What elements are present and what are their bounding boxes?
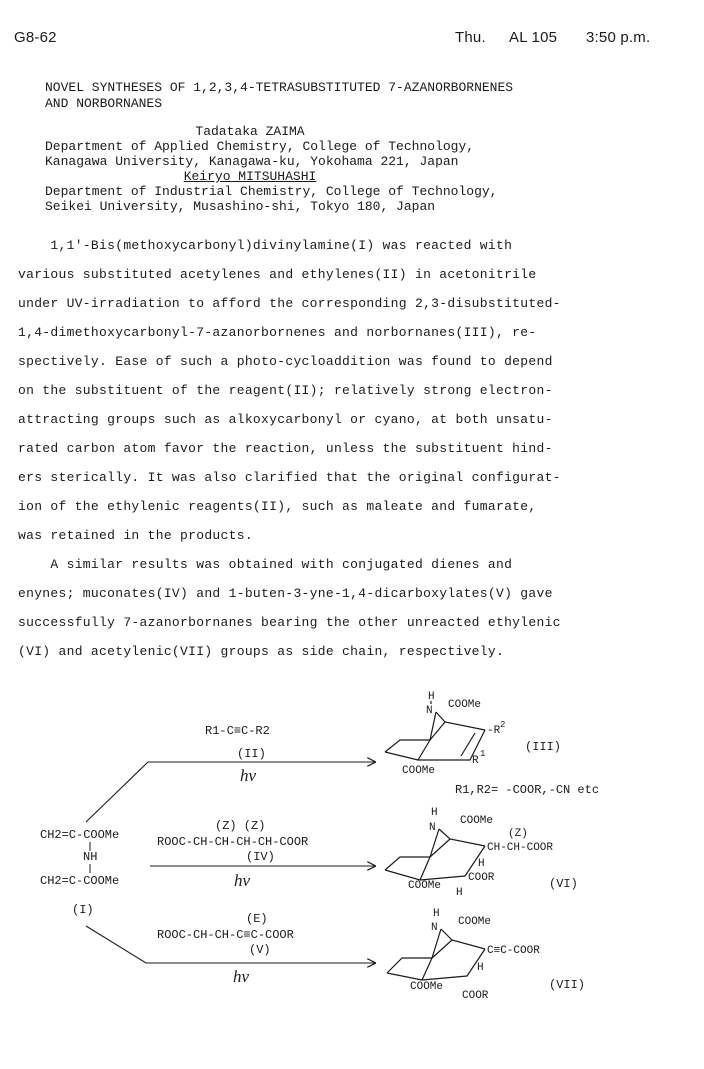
r2-label: -R xyxy=(487,725,501,737)
affiliation-1-line-2: Kanagawa University, Kanagawa-ku, Yokohama 221, Japan xyxy=(45,154,459,169)
reagent-IV-formula: ROOC-CH-CH-CH-CH-COOR xyxy=(157,835,309,849)
nh-n-atom: N xyxy=(431,922,438,934)
bond-line xyxy=(420,857,430,880)
compound-label-VII: (VII) xyxy=(549,978,586,992)
h-atom: H xyxy=(456,887,463,899)
nh-h-atom: H xyxy=(431,807,438,819)
coor-group: COOR xyxy=(462,990,489,1002)
bond-line xyxy=(418,740,430,760)
reagent-V-config: (E) xyxy=(246,912,268,926)
author-name-2: Keiryo MITSUHASHI xyxy=(183,169,317,184)
r1-label: R xyxy=(472,755,479,767)
hv-label: hν xyxy=(240,766,257,785)
paragraph-line: spectively. Ease of such a photo-cycloaddition was found to depend xyxy=(18,354,553,369)
paragraph-line: various substituted acetylenes and ethylenes(II) in acetonitrile xyxy=(18,267,537,282)
coor-group: COOR xyxy=(468,872,495,884)
bond-line xyxy=(385,712,436,752)
bond-line xyxy=(385,829,439,870)
substituent-note: R1,R2= -COOR,-CN etc xyxy=(455,783,600,797)
nh-group: NH xyxy=(83,850,98,864)
reagent-IV-label: (IV) xyxy=(246,850,275,864)
compound-label-VI: (VI) xyxy=(549,877,578,891)
vinyl-line-2: CH2=C-COOMe xyxy=(40,874,120,888)
abstract-code: G8-62 xyxy=(14,29,57,46)
paragraph-line: ers sterically. It was also clarified that the original configurat- xyxy=(18,470,561,485)
paragraph-line: 1,4-dimethoxycarbonyl-7-azanorbornenes and norbornanes(III), re- xyxy=(18,325,537,340)
nh-n-atom: N xyxy=(429,822,436,834)
side-chain: C≡C-COOR xyxy=(487,945,540,957)
reagent-IV xyxy=(157,819,308,890)
reagent-IV-config: (Z) (Z) xyxy=(215,819,266,833)
r2-superscript: 2 xyxy=(500,720,506,730)
title-line-1: NOVEL SYNTHESES OF 1,2,3,4-TETRASUBSTITUTED 7-AZANORBORNENES xyxy=(45,80,514,95)
reagent-V-formula: ROOC-CH-CH-C≡C-COOR xyxy=(157,928,294,942)
paragraph-line: 1,1'-Bis(methoxycarbonyl)divinylamine(I) was reacted with xyxy=(18,238,513,253)
side-chain: CH-CH-COOR xyxy=(487,842,554,854)
paragraph-line: on the substituent of the reagent(II); relatively strong electron- xyxy=(18,383,553,398)
hv-label: hν xyxy=(234,871,251,890)
arrow-to-III xyxy=(86,762,375,822)
paragraph-line: rated carbon atom favor the reaction, unless the substituent hind- xyxy=(18,441,553,456)
bond-line xyxy=(436,712,485,730)
product-VII xyxy=(387,908,585,1002)
reagent-V xyxy=(157,912,294,986)
starting-material-I xyxy=(40,828,119,917)
session-time: 3:50 p.m. xyxy=(586,29,651,46)
reagent-V-label: (V) xyxy=(249,943,271,957)
coome-top: COOMe xyxy=(460,815,494,827)
product-VI xyxy=(385,807,578,899)
compound-label-I: (I) xyxy=(72,903,94,917)
nh-n-atom: N xyxy=(426,705,433,717)
reagent-II-formula: R1-C≡C-R2 xyxy=(205,724,270,738)
affiliation-1-line-1: Department of Applied Chemistry, College of Technology, xyxy=(45,139,475,154)
paragraph-line: (VI) and acetylenic(VII) groups as side chain, respectively. xyxy=(18,644,505,659)
h-atom: H xyxy=(478,858,485,870)
paragraph-line: under UV-irradiation to afford the corresponding 2,3-disubstituted- xyxy=(18,296,561,311)
paragraph-line: attracting groups such as alkoxycarbonyl or cyano, at both unsatu- xyxy=(18,412,553,427)
h-atom: H xyxy=(477,962,484,974)
affiliation-2-line-2: Seikei University, Musashino-shi, Tokyo 180, Japan xyxy=(45,199,436,214)
vinyl-line-1: CH2=C-COOMe xyxy=(40,828,120,842)
nh-h-atom: H xyxy=(428,691,435,703)
bond-line xyxy=(422,958,432,980)
affiliation-2-line-1: Department of Industrial Chemistry, College of Technology, xyxy=(45,184,498,199)
paragraph-line: ion of the ethylenic reagents(II), such as maleate and fumarate, xyxy=(18,499,537,514)
bond-line xyxy=(441,929,485,949)
hv-label: hν xyxy=(233,967,250,986)
coome-top: COOMe xyxy=(458,916,492,928)
coome-top: COOMe xyxy=(448,699,482,711)
coome-bottom: COOMe xyxy=(410,981,444,993)
nh-h-atom: H xyxy=(433,908,440,920)
paragraph-line: was retained in the products. xyxy=(18,528,253,543)
compound-label-III: (III) xyxy=(525,740,562,754)
session-day: Thu. xyxy=(455,29,486,46)
title-line-2: AND NORBORNANES xyxy=(45,96,163,111)
reagent-II xyxy=(205,724,270,785)
paragraph-line: successfully 7-azanorbornanes bearing the other unreacted ethylenic xyxy=(18,615,561,630)
coome-bottom: COOMe xyxy=(408,880,442,892)
r1-superscript: 1 xyxy=(480,749,486,759)
z-config: (Z) xyxy=(508,828,528,840)
paragraph-line: A similar results was obtained with conjugated dienes and xyxy=(18,557,513,572)
author-name-1: Tadataka ZAIMA xyxy=(195,124,305,139)
session-room: AL 105 xyxy=(509,29,558,46)
paragraph-line: enynes; muconates(IV) and 1-buten-3-yne-1,4-dicarboxylates(V) gave xyxy=(18,586,553,601)
product-III xyxy=(385,691,599,797)
bond-line xyxy=(387,929,441,973)
reagent-II-label: (II) xyxy=(237,747,266,761)
coome-bottom: COOMe xyxy=(402,765,436,777)
double-bond-line xyxy=(461,733,475,756)
